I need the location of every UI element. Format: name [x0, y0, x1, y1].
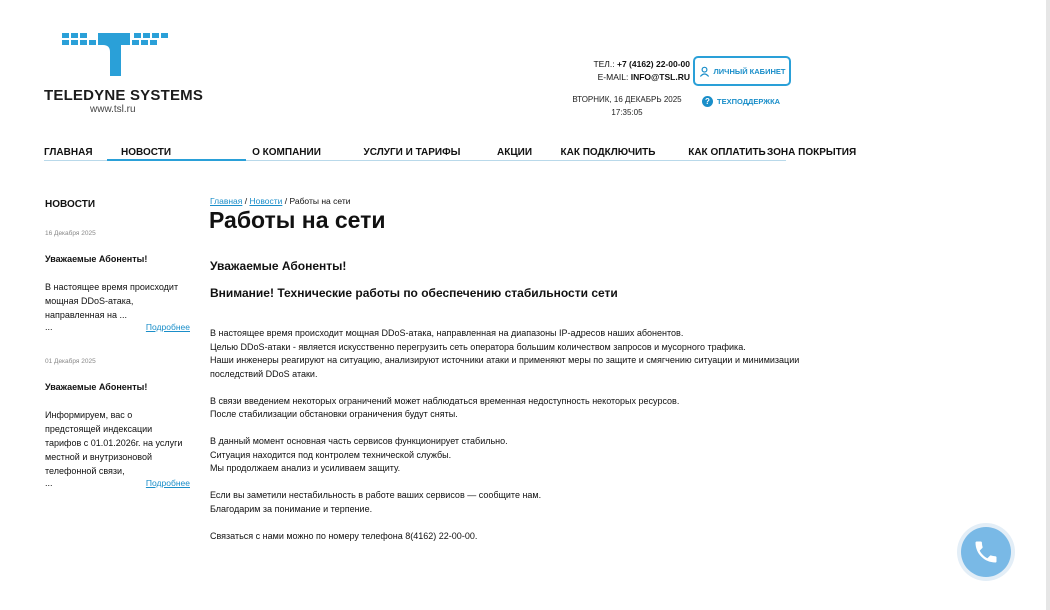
nav-item-about[interactable]: О КОМПАНИИ: [246, 145, 327, 161]
sidebar-news-item: [45, 230, 190, 333]
page-title: Работы на сети: [209, 207, 386, 233]
article-line: Благодарим за понимание и терпение.: [210, 503, 373, 514]
article-subheading: Внимание! Технические работы по обеспечению стабильности сети: [210, 286, 618, 300]
read-more-link[interactable]: Подробнее: [145, 478, 190, 488]
breadcrumb-home[interactable]: Главная: [210, 196, 243, 206]
article-body: [210, 327, 810, 557]
call-button[interactable]: [957, 523, 1015, 581]
article-paragraph: [210, 435, 810, 476]
phone-row: [560, 58, 690, 71]
support-label: ТЕХПОДДЕРЖКА: [717, 97, 781, 106]
current-time: 17:35:05: [611, 108, 643, 117]
email-label: E-MAIL:: [597, 72, 629, 82]
nav-item-services[interactable]: УСЛУГИ И ТАРИФЫ: [327, 145, 497, 161]
article-line: Ситуация находится под контролем технической службы.: [210, 449, 452, 460]
article-line: Наши инженеры реагируют на ситуацию, анализируют источники атаки и применяют меры по защите и смягчению ситуации и минимизации последствий DDoS атаки.: [210, 355, 800, 379]
sidebar-news-item: [45, 358, 190, 489]
personal-cabinet-label: ЛИЧНЫЙ КАБИНЕТ: [713, 66, 786, 76]
news-ellipsis: ...: [45, 478, 53, 488]
article-line: Если вы заметили нестабильность в работе ваших сервисов — сообщите нам.: [210, 490, 542, 500]
email-value[interactable]: INFO@TSL.RU: [630, 72, 690, 82]
nav-item-coverage[interactable]: ЗОНА ПОКРЫТИЯ: [767, 145, 786, 161]
personal-cabinet-button[interactable]: [693, 56, 791, 86]
article-greeting: Уважаемые Абоненты!: [210, 259, 347, 273]
contacts: [560, 58, 690, 84]
article-line: Связаться с нами можно по номеру телефона 8(4162) 22-00-00.: [210, 530, 478, 541]
news-heading[interactable]: Уважаемые Абоненты!: [45, 382, 148, 392]
article-line: Мы продолжаем анализ и усиливаем защиту.: [210, 463, 401, 473]
nav-item-promo[interactable]: АКЦИИ: [497, 145, 529, 161]
nav-item-how-to-pay[interactable]: КАК ОПЛАТИТЬ: [687, 145, 767, 161]
breadcrumb-separator: /: [282, 196, 290, 206]
logo-mark-icon: [60, 30, 172, 78]
logo-url: www.tsl.ru: [90, 104, 136, 115]
support-link[interactable]: [702, 96, 780, 107]
news-excerpt: Информируем, вас о предстоящей индексации тарифов с 01.01.2026г. на услуги местной и внутризоновой телефонной связи,: [45, 410, 183, 476]
current-date: ВТОРНИК, 16 ДЕКАБРЬ 2025: [572, 95, 682, 104]
article-paragraph: [210, 327, 810, 381]
news-heading[interactable]: Уважаемые Абоненты!: [45, 254, 148, 264]
breadcrumb-current: Работы на сети: [289, 196, 351, 206]
nav-item-how-to-connect[interactable]: КАК ПОДКЛЮЧИТЬ: [529, 145, 687, 161]
breadcrumb-separator: /: [242, 196, 250, 206]
main-nav: [44, 145, 857, 161]
news-footer: [45, 322, 190, 333]
datetime: [560, 93, 694, 119]
news-date: 01 Декабря 2025: [45, 358, 96, 365]
logo[interactable]: [44, 30, 204, 120]
phone-icon: [972, 538, 1000, 566]
article-paragraph: [210, 530, 810, 544]
user-icon: [699, 66, 710, 77]
call-button-inner: [961, 527, 1011, 577]
nav-item-news[interactable]: НОВОСТИ: [107, 145, 246, 161]
article-line: После стабилизации обстановки ограничения будут сняты.: [210, 409, 458, 419]
breadcrumb-news[interactable]: Новости: [249, 196, 283, 206]
breadcrumb: [210, 196, 350, 206]
nav-item-home[interactable]: ГЛАВНАЯ: [44, 145, 107, 161]
phone-label: ТЕЛ.:: [593, 59, 615, 69]
question-icon: ?: [702, 96, 713, 107]
email-row: [560, 71, 690, 84]
logo-name: TELEDYNE SYSTEMS: [44, 87, 204, 104]
article-line: В настоящее время происходит мощная DDoS-атака, направленная на диапазоны IP-адресов наших абонентов.: [210, 328, 684, 338]
news-excerpt: В настоящее время происходит мощная DDoS-атака, направленная на ...: [45, 282, 179, 320]
news-date: 16 Декабря 2025: [45, 230, 96, 237]
news-footer: [45, 478, 190, 489]
article-paragraph: [210, 395, 810, 422]
article-line: В данный момент основная часть сервисов функционирует стабильно.: [210, 436, 508, 446]
read-more-link[interactable]: Подробнее: [145, 322, 190, 332]
sidebar-title: НОВОСТИ: [45, 199, 96, 210]
phone-value[interactable]: +7 (4162) 22-00-00: [616, 59, 690, 69]
article-line: В связи введением некоторых ограничений может наблюдаться временная недоступность некоторых ресурсов.: [210, 395, 680, 406]
page-right-edge: [1046, 0, 1050, 610]
article-line: Целью DDoS-атаки - является искусственно перегрузить сеть оператора большим количеством запросов и мусорного трафика.: [210, 341, 746, 352]
article-paragraph: [210, 489, 810, 516]
news-ellipsis: ...: [45, 322, 53, 332]
